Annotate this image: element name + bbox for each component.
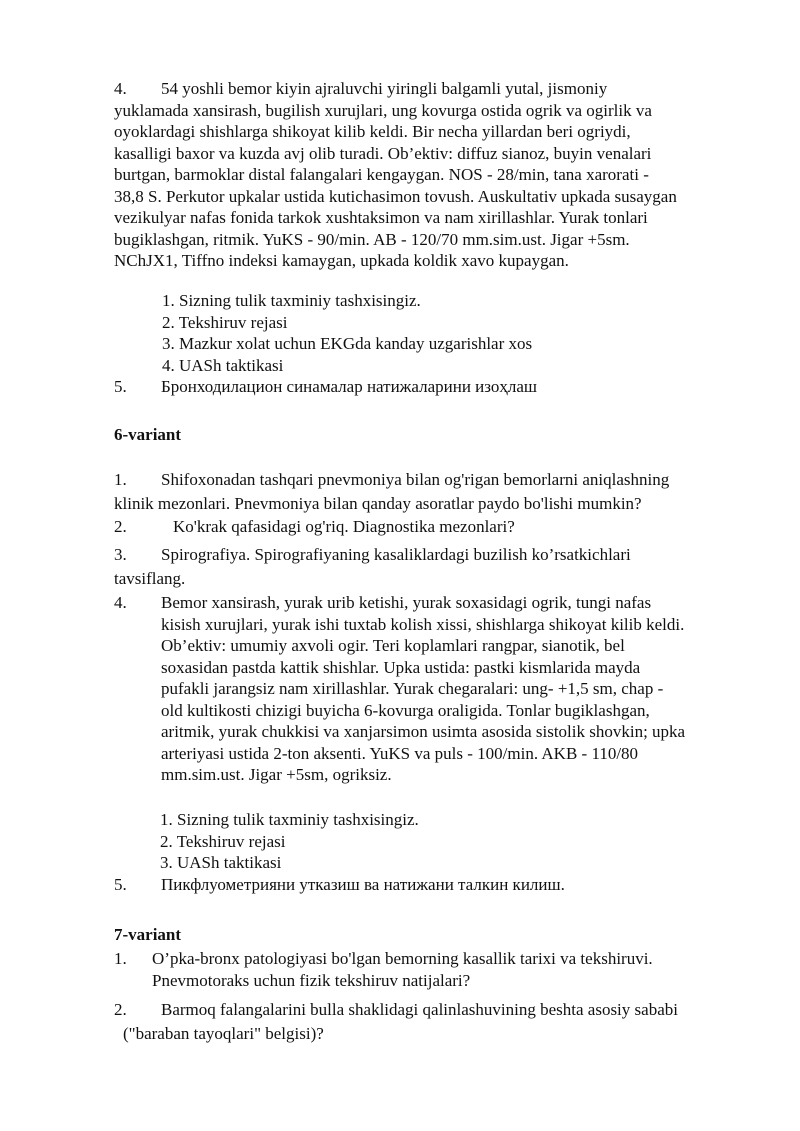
case-line: 38,8 S. Perkutor upkalar ustida kutichasimon tovush. Auskultativ upkada susaygan bbox=[114, 186, 677, 206]
question-text: Бронходилацион синамалар натижаларини изоҳлаш bbox=[161, 377, 538, 396]
variant-6-question-3 bbox=[114, 543, 631, 591]
variant-6-heading: 6-variant bbox=[114, 425, 182, 444]
case-line: Ob’ektiv: umumiy axvoli ogir. Teri koplamlari rangpar, sianotik, bel bbox=[161, 636, 625, 655]
variant-6-question-1 bbox=[114, 468, 669, 516]
subtask-item: 2. Tekshiruv rejasi bbox=[162, 312, 288, 332]
subtask-item: 3. UASh taktikasi bbox=[160, 853, 282, 872]
question-line: Barmoq falangalarini bulla shaklidagi qalinlashuvining beshta asosiy sababi bbox=[161, 1000, 678, 1019]
question-line: Spirografiya. Spirografiyaning kasaliklardagi buzilish ko’rsatkichlari bbox=[161, 545, 631, 564]
case-line: mm.sim.ust. Jigar +5sm, ogriksiz. bbox=[161, 765, 392, 784]
case-line: Bemor xansirash, yurak urib ketishi, yurak soxasidagi ogrik, tungi nafas bbox=[161, 593, 652, 612]
case-line: bugiklashgan, ritmik. YuKS - 90/min. AB - 120/70 mm.sim.ust. Jigar +5sm. bbox=[114, 229, 630, 249]
case-line: soxasidan pastda kattik shishlar. Upka ustida: pastki kismlarida mayda bbox=[161, 657, 641, 677]
question-number: 5. bbox=[114, 875, 127, 894]
question-number: 2. bbox=[114, 517, 127, 536]
subtask-item: 2. Tekshiruv rejasi bbox=[160, 831, 286, 851]
question-line: tavsiflang. bbox=[114, 569, 186, 588]
case-line: arteriyasi ustida 2-ton aksenti. YuKS va puls - 100/min. AKB - 110/80 bbox=[161, 743, 639, 763]
variant-7-heading: 7-variant bbox=[114, 925, 182, 944]
question-4-case bbox=[114, 78, 764, 272]
question-line: ("baraban tayoqlari" belgisi)? bbox=[123, 1024, 324, 1043]
case-line: pufakli jarangsiz nam xirillashlar. Yurak chegaralari: ung- +1,5 sm, chap - bbox=[161, 679, 664, 698]
variant-7-question-2 bbox=[114, 998, 678, 1046]
subtask-item: 3. Mazkur xolat uchun EKGda kanday uzgarishlar xos bbox=[162, 334, 533, 353]
case-line: vezikulyar nafas fonida tarkok xushtaksimon va nam xirillashlar. Yurak tonlari bbox=[114, 208, 648, 227]
question-text: Ko'krak qafasidagi og'riq. Diagnostika mezonlari? bbox=[173, 517, 515, 536]
subtask-item: 1. Sizning tulik taxminiy tashxisingiz. bbox=[162, 291, 421, 310]
variant-6-question-2 bbox=[114, 516, 515, 538]
question-line: klinik mezonlari. Pnevmoniya bilan qanday asoratlar paydo bo'lishi mumkin? bbox=[114, 494, 642, 513]
case-line: burtgan, barmoklar distal falangalari kengaygan. NOS - 28/min, tana xarorati - bbox=[114, 165, 649, 184]
case-line: kisish xurujlari, yurak ishi tuxtab kolish xissi, shishlarga shikoyat kilib keldi. bbox=[161, 614, 685, 634]
question-text: Пикфлуометрияни утказиш ва натижани талкин килиш. bbox=[161, 875, 565, 894]
question-number: 5. bbox=[114, 377, 127, 396]
case-line: aritmik, yurak chukkisi va xanjarsimon usimta asosida sistolik shovkin; upka bbox=[161, 722, 686, 741]
question-number: 4. bbox=[114, 79, 127, 98]
question-number: 3. bbox=[114, 545, 127, 564]
question-4-subtasks bbox=[162, 290, 532, 376]
question-number: 1. bbox=[114, 470, 127, 489]
case-line: kasalligi baxor va kuzda avj olib turadi. Ob’ektiv: diffuz sianoz, buyin venalari bbox=[114, 143, 652, 163]
question-line: Shifoxonadan tashqari pnevmoniya bilan og'rigan bemorlarni aniqlashning bbox=[161, 470, 670, 489]
question-line: Pnevmotoraks uchun fizik tekshiruv natijalari? bbox=[152, 971, 471, 990]
variant-6-question-4-subtasks bbox=[160, 809, 419, 874]
case-line: oyoklardagi shishlarga shikoyat kilib keldi. Bir necha yillardan beri ogriydi, bbox=[114, 122, 631, 141]
case-line: 54 yoshli bemor kiyin ajraluvchi yiringli balgamli yutal, jismoniy bbox=[161, 79, 608, 98]
subtask-item: 4. UASh taktikasi bbox=[162, 355, 284, 375]
subtask-item: 1. Sizning tulik taxminiy tashxisingiz. bbox=[160, 810, 419, 829]
variant-6-question-4 bbox=[114, 592, 774, 786]
question-number: 4. bbox=[114, 593, 127, 612]
question-number: 1. bbox=[114, 949, 127, 968]
case-line: NChJX1, Tiffno indeksi kamaygan, upkada koldik xavo kupaygan. bbox=[114, 251, 569, 270]
question-number: 2. bbox=[114, 1000, 127, 1019]
case-line: yuklamada xansirash, bugilish xurujlari, ung kovurga ostida ogrik va ogirlik va bbox=[114, 100, 652, 120]
variant-7-question-1 bbox=[114, 948, 653, 992]
question-line: O’pka-bronx patologiyasi bo'lgan bemorning kasallik tarixi va tekshiruvi. bbox=[152, 949, 653, 968]
case-line: old kultikosti chizigi buyicha 6-kovurga oraligida. Tonlar bugiklashgan, bbox=[161, 700, 650, 720]
variant-6-question-5 bbox=[114, 874, 565, 896]
question-5 bbox=[114, 376, 538, 398]
